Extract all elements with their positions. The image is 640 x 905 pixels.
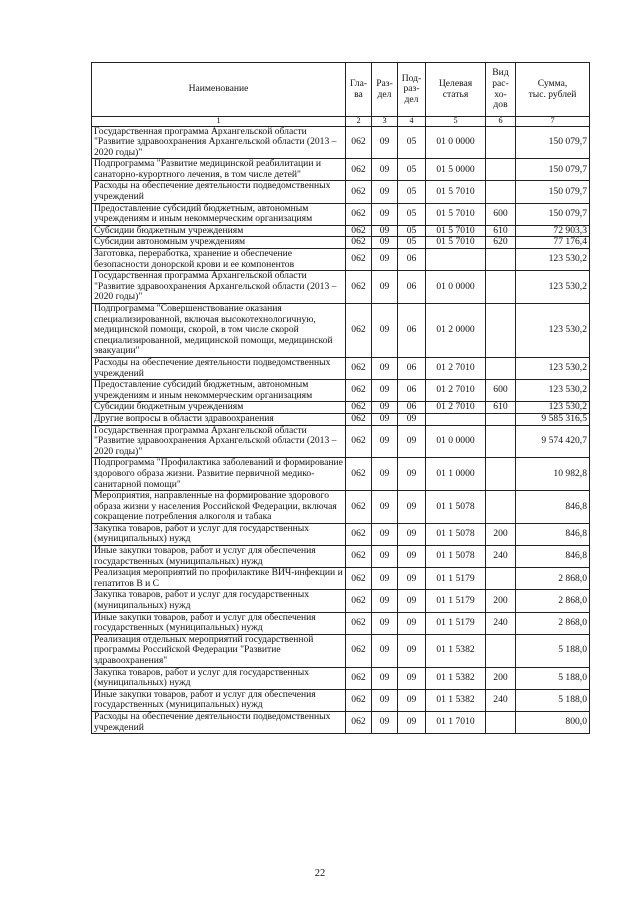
row-glava-cell: 062 [346,689,372,711]
row-name-cell: Государственная программа Архангельской области "Развитие здравоохранения Архангельской области (2013 – 2020 годы)" [92,126,346,159]
row-statya-cell: 01 0 0000 [426,126,486,159]
column-number: 3 [372,117,398,127]
row-summa-cell: 150 079,7 [516,181,590,203]
row-statya-cell: 01 5 0000 [426,159,486,181]
row-name-cell: Реализация отдельных мероприятий государственной программы Российской Федерации "Развитие здравоохранения" [92,634,346,667]
row-glava-cell: 062 [346,523,372,545]
row-vid-cell [486,126,516,159]
row-statya-cell: 01 1 0000 [426,458,486,491]
row-statya-cell: 01 2 7010 [426,402,486,414]
row-podrazdel-cell: 06 [398,380,426,402]
row-glava-cell: 062 [346,590,372,612]
row-vid-cell: 240 [486,546,516,568]
row-vid-cell [486,271,516,304]
row-statya-cell: 01 2 0000 [426,304,486,358]
row-razdel-cell: 09 [372,711,398,733]
row-vid-cell: 200 [486,523,516,545]
row-name-cell: Государственная программа Архангельской области "Развитие здравоохранения Архангельской области (2013 – 2020 годы)" [92,425,346,458]
row-podrazdel-cell: 05 [398,126,426,159]
row-name-cell: Подпрограмма "Совершенствование оказания специализированной, включая высокотехнологичную, медицинской помощи, скорой, в том числе скорой специализированной, медицинской помощи, медицинской эвакуации" [92,304,346,358]
row-name-cell: Подпрограмма "Развитие медицинской реабилитации и санаторно-курортного лечения, в том числе детей" [92,159,346,181]
row-razdel-cell: 09 [372,159,398,181]
row-summa-cell: 5 188,0 [516,667,590,689]
row-podrazdel-cell: 06 [398,249,426,271]
table-row [92,568,590,590]
row-vid-cell: 200 [486,590,516,612]
column-number: 7 [516,117,590,127]
row-razdel-cell: 09 [372,237,398,249]
row-summa-cell: 9 585 316,5 [516,413,590,425]
row-summa-cell: 150 079,7 [516,159,590,181]
row-statya-cell: 01 5 7010 [426,181,486,203]
row-summa-cell: 10 982,8 [516,458,590,491]
row-summa-cell: 800,0 [516,711,590,733]
row-vid-cell [486,458,516,491]
row-summa-cell: 123 530,2 [516,271,590,304]
row-glava-cell: 062 [346,568,372,590]
table-row [92,181,590,203]
row-podrazdel-cell: 09 [398,413,426,425]
row-glava-cell: 062 [346,425,372,458]
table-row [92,126,590,159]
table-row [92,203,590,225]
budget-table [91,62,590,734]
row-name-cell: Субсидии бюджетным учреждениям [92,225,346,237]
row-name-cell: Иные закупки товаров, работ и услуг для обеспечения государственных (муниципальных) нужд [92,612,346,634]
row-podrazdel-cell: 06 [398,271,426,304]
header-razdel: Раз- дел [372,63,398,117]
table-row [92,402,590,414]
table-row [92,523,590,545]
column-number: 4 [398,117,426,127]
header-glava: Гла- ва [346,63,372,117]
row-summa-cell: 150 079,7 [516,203,590,225]
row-summa-cell: 123 530,2 [516,380,590,402]
row-statya-cell: 01 1 5078 [426,523,486,545]
row-name-cell: Реализация мероприятий по профилактике ВИЧ-инфекции и гепатитов В и С [92,568,346,590]
row-glava-cell: 062 [346,181,372,203]
row-summa-cell: 123 530,2 [516,402,590,414]
row-summa-cell: 9 574 420,7 [516,425,590,458]
row-razdel-cell: 09 [372,667,398,689]
row-summa-cell: 123 530,2 [516,249,590,271]
row-name-cell: Расходы на обеспечение деятельности подведомственных учреждений [92,711,346,733]
column-number: 5 [426,117,486,127]
row-podrazdel-cell: 06 [398,402,426,414]
row-razdel-cell: 09 [372,402,398,414]
row-summa-cell: 846,8 [516,523,590,545]
row-statya-cell: 01 5 7010 [426,203,486,225]
row-vid-cell: 600 [486,380,516,402]
row-summa-cell: 846,8 [516,491,590,524]
header-vid: Вид рас- хо- дов [486,63,516,117]
row-razdel-cell: 09 [372,425,398,458]
row-glava-cell: 062 [346,249,372,271]
row-razdel-cell: 09 [372,612,398,634]
row-glava-cell: 062 [346,225,372,237]
row-podrazdel-cell: 05 [398,159,426,181]
row-razdel-cell: 09 [372,304,398,358]
row-glava-cell: 062 [346,612,372,634]
header-podrazdel: Под- раз- дел [398,63,426,117]
row-summa-cell: 2 868,0 [516,590,590,612]
row-statya-cell: 01 2 7010 [426,380,486,402]
row-vid-cell [486,568,516,590]
table-row [92,546,590,568]
row-vid-cell [486,491,516,524]
page-number: 22 [314,868,326,879]
row-name-cell: Субсидии автономным учреждениям [92,237,346,249]
row-razdel-cell: 09 [372,126,398,159]
row-vid-cell: 240 [486,689,516,711]
row-podrazdel-cell: 05 [398,181,426,203]
row-razdel-cell: 09 [372,590,398,612]
row-name-cell: Предоставление субсидий бюджетным, автономным учреждениям и иным некоммерческим организациям [92,203,346,225]
row-glava-cell: 062 [346,413,372,425]
row-glava-cell: 062 [346,159,372,181]
row-statya-cell: 01 1 5382 [426,689,486,711]
row-name-cell: Иные закупки товаров, работ и услуг для обеспечения государственных (муниципальных) нужд [92,546,346,568]
row-statya-cell: 01 1 5382 [426,667,486,689]
row-glava-cell: 062 [346,458,372,491]
column-number: 1 [92,117,346,127]
row-name-cell: Предоставление субсидий бюджетным, автономным учреждениям и иным некоммерческим организациям [92,380,346,402]
row-name-cell: Подпрограмма "Профилактика заболеваний и формирование здорового образа жизни. Развитие первичной медико-санитарной помощи" [92,458,346,491]
row-vid-cell: 620 [486,237,516,249]
row-name-cell: Закупка товаров, работ и услуг для государственных (муниципальных) нужд [92,667,346,689]
row-summa-cell: 123 530,2 [516,357,590,379]
row-vid-cell: 610 [486,402,516,414]
row-podrazdel-cell: 09 [398,523,426,545]
table-row [92,237,590,249]
row-podrazdel-cell: 09 [398,667,426,689]
row-statya-cell: 01 5 7010 [426,237,486,249]
row-name-cell: Субсидии бюджетным учреждениям [92,402,346,414]
row-razdel-cell: 09 [372,689,398,711]
row-podrazdel-cell: 05 [398,225,426,237]
row-vid-cell [486,249,516,271]
row-vid-cell: 610 [486,225,516,237]
row-razdel-cell: 09 [372,357,398,379]
row-podrazdel-cell: 09 [398,546,426,568]
table-row [92,357,590,379]
row-razdel-cell: 09 [372,413,398,425]
row-razdel-cell: 09 [372,203,398,225]
table-row [92,304,590,358]
row-summa-cell: 5 188,0 [516,634,590,667]
table-row [92,380,590,402]
table-row [92,689,590,711]
row-glava-cell: 062 [346,126,372,159]
row-glava-cell: 062 [346,402,372,414]
row-name-cell: Заготовка, переработка, хранение и обеспечение безопасности донорской крови и ее компонентов [92,249,346,271]
table-row [92,225,590,237]
row-razdel-cell: 09 [372,225,398,237]
row-podrazdel-cell: 06 [398,304,426,358]
row-statya-cell: 01 0 0000 [426,271,486,304]
row-glava-cell: 062 [346,304,372,358]
row-podrazdel-cell: 09 [398,458,426,491]
row-vid-cell [486,425,516,458]
table-row [92,249,590,271]
row-glava-cell: 062 [346,667,372,689]
row-razdel-cell: 09 [372,523,398,545]
table-row [92,458,590,491]
table-row [92,271,590,304]
row-vid-cell [486,159,516,181]
row-name-cell: Расходы на обеспечение деятельности подведомственных учреждений [92,181,346,203]
row-podrazdel-cell: 09 [398,425,426,458]
row-statya-cell [426,249,486,271]
table-row [92,425,590,458]
table-row [92,413,590,425]
row-vid-cell [486,304,516,358]
row-statya-cell: 01 1 5078 [426,546,486,568]
row-statya-cell: 01 1 5179 [426,590,486,612]
row-razdel-cell: 09 [372,568,398,590]
table-header-row [92,63,590,117]
row-razdel-cell: 09 [372,491,398,524]
row-statya-cell: 01 1 5179 [426,568,486,590]
header-summa: Сумма, тыс. рублей [516,63,590,117]
row-razdel-cell: 09 [372,546,398,568]
row-podrazdel-cell: 09 [398,689,426,711]
row-summa-cell: 77 176,4 [516,237,590,249]
row-statya-cell: 01 1 5078 [426,491,486,524]
row-podrazdel-cell: 09 [398,634,426,667]
row-glava-cell: 062 [346,711,372,733]
row-statya-cell: 01 1 5382 [426,634,486,667]
header-name: Наименование [92,63,346,117]
row-razdel-cell: 09 [372,634,398,667]
row-glava-cell: 062 [346,380,372,402]
table-row [92,634,590,667]
row-vid-cell [486,634,516,667]
table-row [92,667,590,689]
row-name-cell: Иные закупки товаров, работ и услуг для обеспечения государственных (муниципальных) нужд [92,689,346,711]
row-name-cell: Расходы на обеспечение деятельности подведомственных учреждений [92,357,346,379]
row-razdel-cell: 09 [372,271,398,304]
row-podrazdel-cell: 09 [398,612,426,634]
row-podrazdel-cell: 09 [398,568,426,590]
row-name-cell: Другие вопросы в области здравоохранения [92,413,346,425]
row-vid-cell [486,413,516,425]
table-row [92,491,590,524]
row-vid-cell: 600 [486,203,516,225]
row-summa-cell: 2 868,0 [516,568,590,590]
row-vid-cell: 240 [486,612,516,634]
row-vid-cell [486,181,516,203]
row-podrazdel-cell: 09 [398,711,426,733]
row-name-cell: Мероприятия, направленные на формирование здорового образа жизни у населения Российской Федерации, включая сокращение потребления алкоголя и табака [92,491,346,524]
table-row [92,590,590,612]
row-vid-cell: 200 [486,667,516,689]
row-statya-cell: 01 5 7010 [426,225,486,237]
column-number-row [92,117,590,127]
table-body [92,126,590,734]
row-podrazdel-cell: 05 [398,237,426,249]
column-number: 6 [486,117,516,127]
row-razdel-cell: 09 [372,181,398,203]
row-summa-cell: 123 530,2 [516,304,590,358]
row-name-cell: Государственная программа Архангельской области "Развитие здравоохранения Архангельской области (2013 – 2020 годы)" [92,271,346,304]
row-statya-cell [426,413,486,425]
table-row [92,711,590,733]
row-podrazdel-cell: 09 [398,491,426,524]
row-vid-cell [486,711,516,733]
row-glava-cell: 062 [346,203,372,225]
row-glava-cell: 062 [346,271,372,304]
table-row [92,612,590,634]
budget-table-sheet [91,62,589,734]
row-statya-cell: 01 2 7010 [426,357,486,379]
row-glava-cell: 062 [346,491,372,524]
row-statya-cell: 01 1 5179 [426,612,486,634]
row-vid-cell [486,357,516,379]
row-summa-cell: 72 903,3 [516,225,590,237]
row-podrazdel-cell: 09 [398,590,426,612]
table-row [92,159,590,181]
row-summa-cell: 2 868,0 [516,612,590,634]
row-glava-cell: 062 [346,357,372,379]
column-number: 2 [346,117,372,127]
row-name-cell: Закупка товаров, работ и услуг для государственных (муниципальных) нужд [92,523,346,545]
row-podrazdel-cell: 05 [398,203,426,225]
row-razdel-cell: 09 [372,249,398,271]
row-razdel-cell: 09 [372,458,398,491]
header-statya: Целевая статья [426,63,486,117]
row-glava-cell: 062 [346,634,372,667]
row-name-cell: Закупка товаров, работ и услуг для государственных (муниципальных) нужд [92,590,346,612]
row-summa-cell: 5 188,0 [516,689,590,711]
row-razdel-cell: 09 [372,380,398,402]
row-summa-cell: 150 079,7 [516,126,590,159]
row-statya-cell: 01 0 0000 [426,425,486,458]
row-podrazdel-cell: 06 [398,357,426,379]
row-glava-cell: 062 [346,546,372,568]
row-summa-cell: 846,8 [516,546,590,568]
row-statya-cell: 01 1 7010 [426,711,486,733]
row-glava-cell: 062 [346,237,372,249]
